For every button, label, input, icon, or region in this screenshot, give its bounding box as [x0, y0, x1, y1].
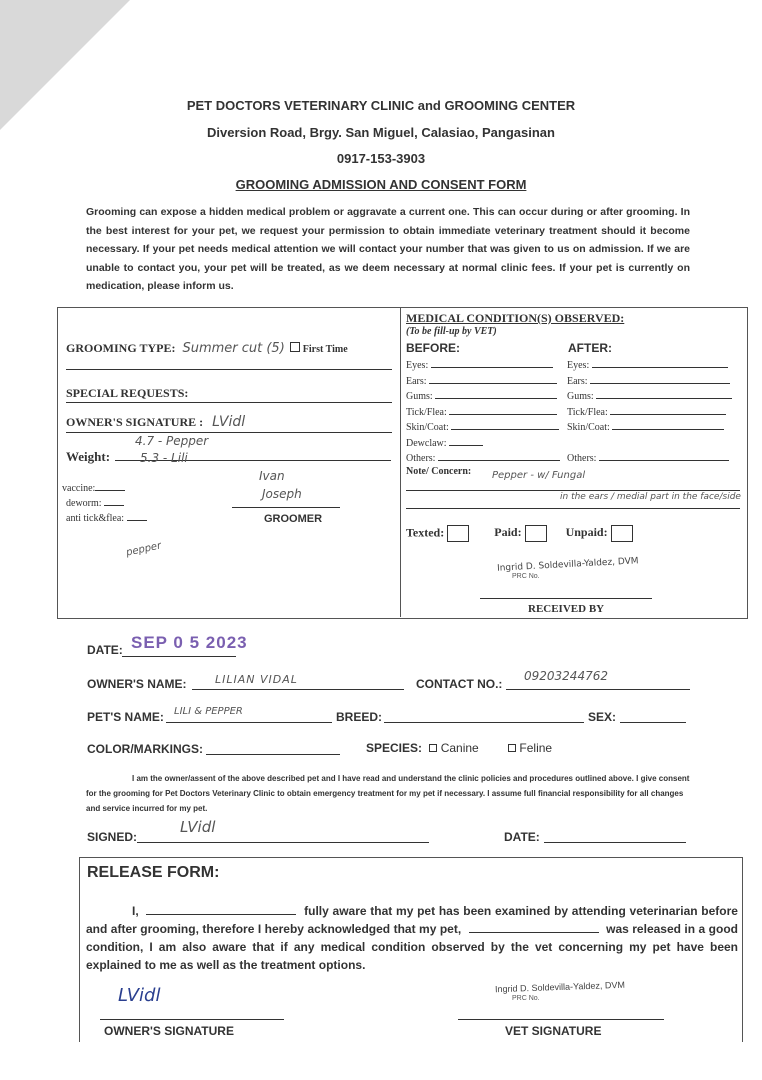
- unpaid-checkbox[interactable]: [611, 525, 633, 542]
- payment-row: [406, 525, 633, 542]
- date2-underline[interactable]: [544, 842, 686, 843]
- form-title: GROOMING ADMISSION AND CONSENT FORM: [235, 177, 527, 192]
- vaccine-field[interactable]: [95, 490, 125, 491]
- texted-label: Texted:: [406, 525, 445, 540]
- note-value-line1[interactable]: Pepper - w/ Fungal: [492, 470, 586, 481]
- before-row: Tick/Flea:: [406, 405, 560, 421]
- weight-line2[interactable]: 5.3 - Lili: [140, 451, 188, 465]
- pet-name-label: PET'S NAME:: [87, 710, 164, 724]
- before-row: Gums:: [406, 389, 560, 405]
- breed-label: BREED:: [336, 710, 383, 724]
- special-requests-row: [66, 386, 392, 403]
- medical-subtitle: (To be fill-up by VET): [406, 326, 497, 337]
- groomer-underline: [232, 507, 340, 508]
- feline-label: Feline: [519, 741, 553, 755]
- release-vet-signature-label: VET SIGNATURE: [505, 1024, 602, 1038]
- weight-line1[interactable]: 4.7 - Pepper: [135, 434, 209, 448]
- vet-signature-stamp: Ingrid D. Soldevilla-Yaldez, DVM: [496, 556, 639, 574]
- grooming-type-value[interactable]: Summer cut (5): [182, 341, 285, 356]
- before-label: BEFORE:: [406, 341, 460, 355]
- grooming-type-label: GROOMING TYPE:: [66, 341, 176, 355]
- note-scribble: pepper: [125, 540, 163, 559]
- clinic-phone: 0917-153-3903: [336, 151, 426, 166]
- owner-signature-label: OWNER'S SIGNATURE :: [66, 415, 204, 429]
- vet-signature-line: [458, 1019, 664, 1020]
- deworm-label: deworm:: [66, 498, 102, 509]
- breed-underline[interactable]: [384, 722, 584, 723]
- antitick-field[interactable]: [127, 520, 147, 521]
- vaccine-label: vaccine:: [62, 483, 96, 494]
- release-owner-name-field[interactable]: [146, 914, 296, 915]
- canine-checkbox[interactable]: [429, 744, 437, 752]
- owner-name-label: OWNER'S NAME:: [87, 677, 187, 691]
- vet-prc: PRC No.: [512, 573, 540, 580]
- received-by-line: [480, 598, 652, 599]
- date2-label: DATE:: [504, 830, 540, 844]
- others-before-row: Others:: [406, 451, 560, 467]
- paid-checkbox[interactable]: [525, 525, 547, 542]
- color-underline[interactable]: [206, 754, 340, 755]
- before-rows: [406, 358, 560, 467]
- after-rows: [567, 358, 732, 467]
- signed-underline: [137, 842, 429, 843]
- canine-label: Canine: [440, 741, 479, 755]
- groomer-label: GROOMER: [264, 513, 323, 525]
- special-requests-label: SPECIAL REQUESTS:: [66, 386, 189, 400]
- owner-signature-row: [66, 414, 392, 433]
- deworm-row: [66, 498, 124, 509]
- before-row: Eyes:: [406, 358, 560, 374]
- signed-value[interactable]: LVidl: [180, 818, 216, 836]
- consent-paragraph: I am the owner/assent of the above described pet and I have read and understand the clinic policies and procedures outlined above. I give consent for the grooming for Pet Doctors Veterinary Clinic to obtain emergency treatment for my pet if necessary. I assume full financial responsibility for all changes and service incurred for my pet.: [86, 774, 690, 813]
- after-row: Skin/Coat:: [567, 420, 732, 436]
- date-underline: [122, 656, 236, 657]
- date-stamp[interactable]: SEP 0 5 2023: [131, 633, 248, 652]
- sex-label: SEX:: [588, 710, 617, 724]
- clinic-address: Diversion Road, Brgy. San Miguel, Calasiao, Pangasinan: [207, 125, 555, 140]
- species-label: SPECIES:: [366, 741, 423, 755]
- grooming-type-row: [66, 341, 392, 370]
- groomer-name-line1[interactable]: Ivan: [259, 469, 285, 483]
- after-row: Eyes:: [567, 358, 732, 374]
- antitick-row: [66, 513, 147, 524]
- box-divider: [400, 307, 401, 617]
- others-after-row: Others:: [567, 451, 732, 467]
- antitick-label: anti tick&flea:: [66, 513, 125, 524]
- species-row: [366, 741, 552, 755]
- after-row: Tick/Flea:: [567, 405, 732, 421]
- unpaid-label: Unpaid:: [565, 525, 608, 540]
- contact-underline: [506, 689, 690, 690]
- owner-signature-line: [100, 1019, 284, 1020]
- after-label: AFTER:: [568, 341, 612, 355]
- vaccine-row: [62, 483, 125, 494]
- release-vet-signature: Ingrid D. Soldevilla-Yaldez, DVM: [494, 979, 626, 995]
- intro-paragraph: Grooming can expose a hidden medical problem or aggravate a current one. This can occur during or after grooming. In the best interest for your pet, we request your permission to obtain immediate veterinary treatment should it become necessary. If your pet needs medical attention we will contact your number that was given to us on admission. If we are unable to contact you, your pet will be treated, as we deem necessary at normal clinic fees. If your pet is currently on medication, please inform us.: [86, 206, 690, 292]
- groomer-name-line2[interactable]: Joseph: [262, 487, 302, 501]
- note-value-line2[interactable]: in the ears / medial part in the face/side: [560, 492, 741, 502]
- dewclaw-row: Dewclaw:: [406, 436, 560, 452]
- release-pet-name-field[interactable]: [469, 932, 599, 933]
- color-label: COLOR/MARKINGS:: [87, 742, 203, 756]
- release-title: RELEASE FORM:: [87, 864, 220, 881]
- pet-name-underline: [166, 722, 332, 723]
- after-row: Ears:: [567, 374, 732, 390]
- before-row: Skin/Coat:: [406, 420, 560, 436]
- feline-checkbox[interactable]: [508, 744, 516, 752]
- deworm-field[interactable]: [104, 505, 124, 506]
- clinic-name: PET DOCTORS VETERINARY CLINIC and GROOMING CENTER: [186, 98, 576, 113]
- sex-underline[interactable]: [620, 722, 686, 723]
- date-label: DATE:: [87, 643, 123, 657]
- contact-label: CONTACT NO.:: [416, 677, 503, 691]
- owner-name-underline: [192, 689, 404, 690]
- contact-value[interactable]: 09203244762: [524, 669, 608, 683]
- texted-checkbox[interactable]: [447, 525, 469, 542]
- owner-name-value[interactable]: LILIAN VIDAL: [215, 673, 298, 686]
- release-paragraph: I, fully aware that my pet has been examined by attending veterinarian before and after grooming, therefore I hereby acknowledged that my pet, was released in a good condition, I am also aware that if any medical condition observed by the vet concerning my pet have been explained to me as well as the treatment options.: [86, 904, 738, 972]
- note-line1: [406, 490, 740, 491]
- weight-label: Weight:: [66, 449, 111, 464]
- first-time-checkbox[interactable]: [290, 342, 300, 352]
- note-line2: [406, 508, 740, 509]
- after-row: Gums:: [567, 389, 732, 405]
- pet-name-value[interactable]: LILI & PEPPER: [174, 706, 243, 717]
- release-owner-signature-label: OWNER'S SIGNATURE: [104, 1024, 234, 1038]
- medical-title: MEDICAL CONDITION(S) OBSERVED:: [406, 311, 625, 325]
- release-owner-signature[interactable]: LVidl: [118, 985, 161, 1006]
- owner-signature-value[interactable]: LVidl: [212, 414, 246, 430]
- paid-label: Paid:: [494, 525, 522, 540]
- first-time-label: First Time: [302, 344, 348, 355]
- received-by-label: RECEIVED BY: [528, 603, 605, 615]
- note-label: Note/ Concern:: [406, 466, 472, 477]
- release-vet-prc: PRC No.: [512, 995, 540, 1002]
- signed-label: SIGNED:: [87, 830, 138, 844]
- before-row: Ears:: [406, 374, 560, 390]
